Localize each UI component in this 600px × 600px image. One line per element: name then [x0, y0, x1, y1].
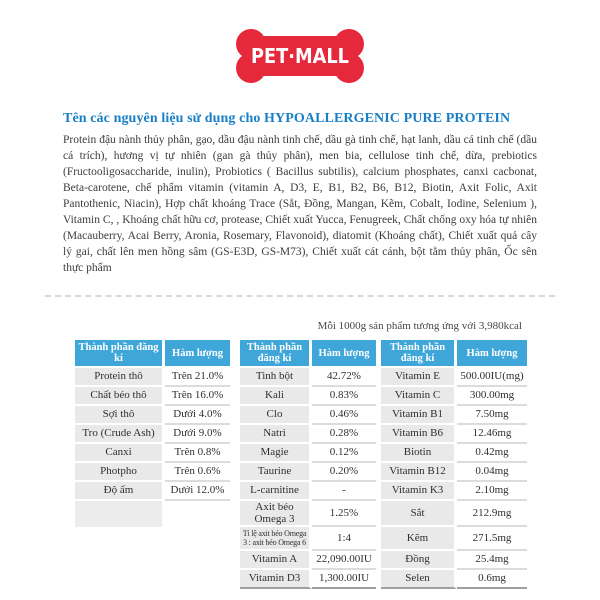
amount-cell: 0.12% [312, 444, 376, 463]
amount-cell: Dưới 4.0% [165, 406, 230, 425]
amount-cell: 2.10mg [457, 482, 527, 501]
table-row [381, 463, 527, 482]
table-row [381, 368, 527, 387]
table-row [381, 444, 527, 463]
header-row [75, 340, 230, 368]
component-name-cell: Vitamin B6 [381, 425, 457, 444]
table-row [240, 501, 376, 527]
table-row [381, 527, 527, 551]
component-name-cell: Tro (Crude Ash) [75, 425, 165, 444]
table-row [381, 482, 527, 501]
header-row [381, 340, 527, 368]
amount-cell: 271.5mg [457, 527, 527, 551]
table-row [381, 570, 527, 589]
amount-cell: 1:4 [312, 527, 376, 551]
component-name-cell: Sợi thô [75, 406, 165, 425]
table-row [75, 368, 230, 387]
component-name-cell: Taurine [240, 463, 312, 482]
table-row [75, 444, 230, 463]
nutrition-tables [0, 340, 600, 589]
component-name-cell [75, 501, 165, 527]
amount-cell: Trên 0.8% [165, 444, 230, 463]
column-header-component: Thành phần đăng kí [381, 340, 457, 368]
amount-cell: 7.50mg [457, 406, 527, 425]
component-name-cell: Biotin [381, 444, 457, 463]
component-name-cell: Vitamin A [240, 551, 312, 570]
table-row [75, 482, 230, 501]
component-name-cell: Vitamin B1 [381, 406, 457, 425]
amount-cell [165, 501, 230, 527]
petmall-logo [0, 0, 600, 90]
component-name-cell: Protein thô [75, 368, 165, 387]
amount-cell: 0.46% [312, 406, 376, 425]
table-row [240, 482, 376, 501]
amount-cell: 42.72% [312, 368, 376, 387]
component-name-cell: Độ ẩm [75, 482, 165, 501]
component-name-cell: Natri [240, 425, 312, 444]
component-name-cell: Tinh bột [240, 368, 312, 387]
table-row [240, 368, 376, 387]
amount-cell: 0.42mg [457, 444, 527, 463]
table-row [75, 387, 230, 406]
component-name-cell: Axit béo Omega 3 [240, 501, 312, 527]
column-header-amount: Hàm lượng [165, 340, 230, 368]
component-name-cell: Tỉ lệ axit béo Omega 3 : axit béo Omega 6 [240, 527, 312, 551]
component-name-cell: Vitamin E [381, 368, 457, 387]
amount-cell: 0.20% [312, 463, 376, 482]
component-name-cell: Chất béo thô [75, 387, 165, 406]
registered-components-table [75, 340, 230, 527]
component-name-cell: Kali [240, 387, 312, 406]
table-row [75, 425, 230, 444]
column-header-amount: Hàm lượng [457, 340, 527, 368]
minerals-table [240, 340, 376, 589]
table-row [75, 463, 230, 482]
component-name-cell: Vitamin K3 [381, 482, 457, 501]
table-row [240, 463, 376, 482]
component-name-cell: Photpho [75, 463, 165, 482]
component-name-cell: Selen [381, 570, 457, 589]
amount-cell: 12.46mg [457, 425, 527, 444]
table-row [240, 551, 376, 570]
component-name-cell: Magie [240, 444, 312, 463]
table-row [381, 387, 527, 406]
table-row [381, 406, 527, 425]
amount-cell: 25.4mg [457, 551, 527, 570]
column-header-amount: Hàm lượng [312, 340, 376, 368]
amount-cell: 0.28% [312, 425, 376, 444]
table-row [75, 501, 230, 527]
page-title: Tên các nguyên liệu sử dụng cho HYPOALLERGENIC PURE PROTEIN [63, 111, 511, 126]
vitamins-table [381, 340, 527, 589]
ingredients-paragraph: Protein đậu nành thủy phân, gạo, dầu đậu nành tinh chế, dầu gà tinh chế, hạt lanh, dầu cá tinh chế (dầu cá trích), hương vị tự nhiên (gan gà thủy phân), men bia, cellulose tinh chế, dừa, prebiotics (Fructooligosaccharide, inulin), Probiotics ( Bacillus subtilis), calcium phosphates, canxi cacbonat, Beta-carotene, chế phẩm vitamin (vitamin A, D3, E, B1, B2, B6, B12, Biotin, Axit Folic, Axit Pantothenic, Niacin), Hợp chất khoáng Trace (Sắt, Đồng, Mangan, Kẽm, Cobalt, Iodine, Selenium ), Vitamin C, , Khoáng chất hữu cơ, protease, Chiết xuất Yucca, Fenugreek, Chất chống oxy hóa tự nhiên (Macauberry, Acai Berry, Aronia, Rosemary, Flavonoid), diatomit (Khoáng chất), Chiết xuất quả cây lý gai, chất lên men hồng sâm (GS-E3D, GS-M73), Chiết xuất cát cánh, bột tằm thủy phân, Ốc sên thực phẩm [63, 134, 537, 274]
bone-icon [234, 27, 366, 85]
amount-cell: 212.9mg [457, 501, 527, 527]
table-row [240, 406, 376, 425]
amount-cell: 300.00mg [457, 387, 527, 406]
amount-cell: Trên 21.0% [165, 368, 230, 387]
amount-cell: 0.83% [312, 387, 376, 406]
component-name-cell: L-carnitine [240, 482, 312, 501]
component-name-cell: Vitamin D3 [240, 570, 312, 589]
amount-cell: 0.04mg [457, 463, 527, 482]
table-row [240, 527, 376, 551]
header-row [240, 340, 376, 368]
amount-cell: - [312, 482, 376, 501]
amount-cell: 1,300.00IU [312, 570, 376, 589]
component-name-cell: Vitamin C [381, 387, 457, 406]
table-row [75, 406, 230, 425]
component-name-cell: Clo [240, 406, 312, 425]
column-header-component: Thành phần đăng kí [240, 340, 312, 368]
dashed-divider [45, 295, 555, 297]
table-row [240, 570, 376, 589]
table-row [381, 501, 527, 527]
amount-cell: 0.6mg [457, 570, 527, 589]
component-name-cell: Canxi [75, 444, 165, 463]
amount-cell: Dưới 9.0% [165, 425, 230, 444]
component-name-cell: Sắt [381, 501, 457, 527]
component-name-cell: Đồng [381, 551, 457, 570]
amount-cell: Dưới 12.0% [165, 482, 230, 501]
amount-cell: 22,090.00IU [312, 551, 376, 570]
logo-text: PET·MALL [251, 44, 350, 68]
kcal-note: Mỗi 1000g sản phẩm tương ứng với 3,980kcal [317, 320, 522, 332]
amount-cell: Trên 0.6% [165, 463, 230, 482]
column-header-component: Thành phần đăng kí [75, 340, 165, 368]
amount-cell: Trên 16.0% [165, 387, 230, 406]
component-name-cell: Vitamin B12 [381, 463, 457, 482]
amount-cell: 500.00IU(mg) [457, 368, 527, 387]
table-row [381, 425, 527, 444]
amount-cell: 1.25% [312, 501, 376, 527]
component-name-cell: Kẽm [381, 527, 457, 551]
table-row [381, 551, 527, 570]
table-row [240, 444, 376, 463]
table-row [240, 387, 376, 406]
table-row [240, 425, 376, 444]
